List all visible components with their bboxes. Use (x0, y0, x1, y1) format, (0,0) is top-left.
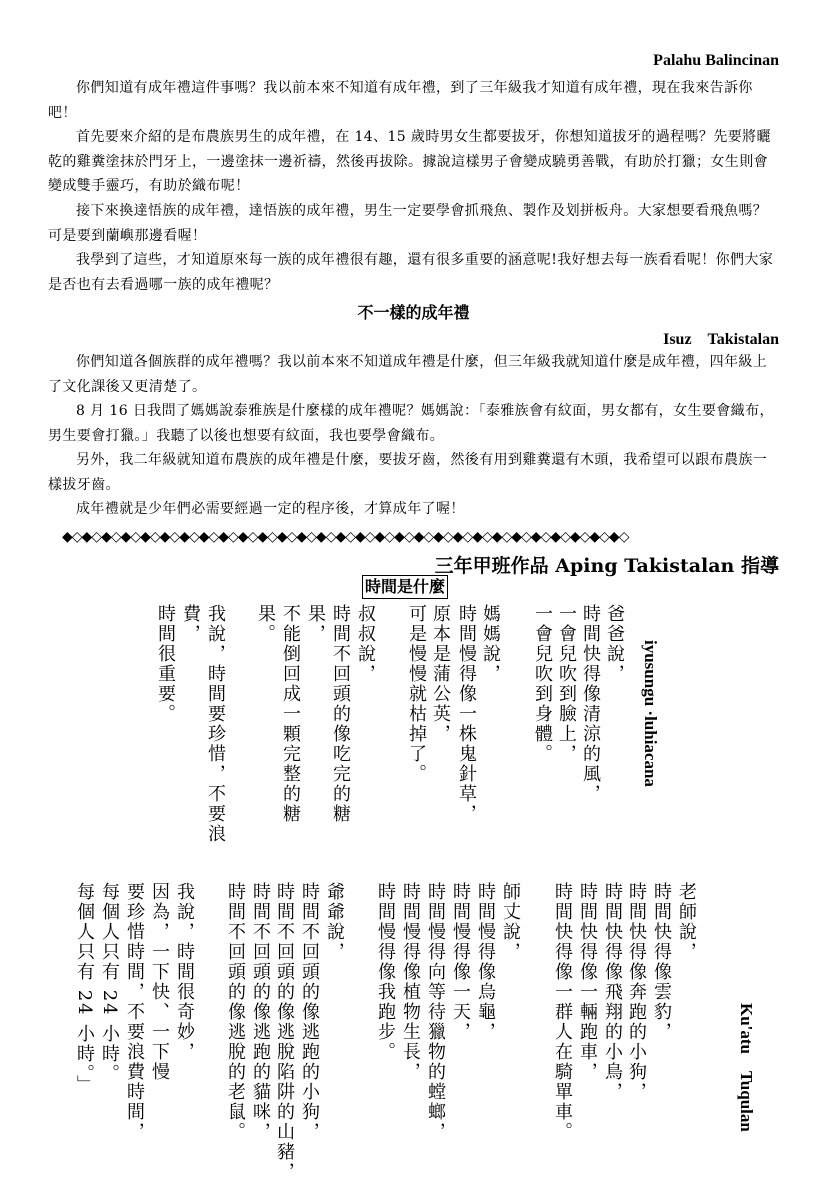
poem2-line: 時間不回頭的像逃跑的小狗， (299, 882, 320, 1142)
article2-paragraph-1: 你們知道各個族群的成年禮嗎？我以前本來不知道成年禮是什麼，但三年級我就知道什麼是成年禮，四年級上了文化課後又更清楚了。 (48, 354, 768, 395)
article1-paragraph-4: 我學到了這些，才知道原來每一族的成年禮很有趣，還有很多重要的涵意呢!我好想去每一族看看呢！你們大家是否也有去看過哪一族的成年禮呢？ (48, 252, 774, 293)
poem1-line: 一會兒吹到身體。 (532, 604, 553, 764)
article1-paragraph-3: 接下來換達悟族的成年禮，達悟族的成年禮，男生一定要學會抓飛魚、製作及划拼板舟。大家想要看飛魚嗎？可是要到蘭嶼那邊看喔！ (48, 203, 768, 244)
poem1-line: 時間快得像清涼的風， (580, 604, 601, 804)
article2-paragraph-2: 8 月 16 日我問了媽媽說泰雅族是什麼樣的成年禮呢？媽媽說：「泰雅族會有紋面，男女都有，女生要會織布，男生要會打獵。」我聽了以後也想要有紋面，我也要學會織布。 (48, 403, 774, 444)
poem1-line: 叔叔說， (355, 604, 376, 684)
poem1-line: 時間很重要。 (155, 604, 176, 724)
poem1-line: 不能倒回成一顆完整的糖 (280, 604, 301, 824)
poem1-line: 媽媽說， (480, 604, 501, 684)
poem2-line: 每個人只有 24 小時。」 (74, 882, 95, 1096)
poem2-line: 時間慢得像我跑步。 (375, 882, 396, 1062)
poem-title: 時間是什麼 (362, 575, 448, 599)
poem2-line: 時間不回頭的像逃跑的貓咪， (250, 882, 271, 1142)
poem2-line: 因為，一下快、一下慢 (149, 882, 170, 1082)
poem1-line: 可是慢慢就枯掉了。 (406, 604, 427, 784)
poem2-line: 時間不回頭的像逃脫的老鼠。 (225, 882, 246, 1142)
poem2-line: 師丈說， (500, 882, 521, 962)
poem2-line: 時間慢得像植物生長， (400, 882, 421, 1082)
poem1-line: 時間不回頭的像吃完的糖 (330, 604, 351, 824)
poem1-author: iyusungu ·luhiacana (641, 640, 660, 787)
poem2-line: 時間快得像一群人在騎單車。 (552, 882, 573, 1142)
poem2-line: 時間不回頭的像逃脫陷阱的山豬， (274, 882, 295, 1182)
poem2-line: 每個人只有 24 小時。 (99, 882, 120, 1085)
poem2-line: 時間快得像飛翔的小鳥， (602, 882, 623, 1102)
poem1-line: 果。 (255, 604, 276, 644)
article1-paragraph-2: 首先要來介紹的是布農族男生的成年禮，在 14、15 歲時男女生都要拔牙，你想知道拔牙的過程嗎？先要將曬乾的雞糞塗抹於門牙上，一邊塗抹一邊祈禱，然後再拔除。據說這樣男子會變成驍勇善戰，有助於打獵；女生則會變成雙手靈巧，有助於織布呢！ (48, 129, 771, 194)
poem1-line: 我說，時間要珍惜，不要浪 (205, 604, 226, 844)
article1-author: Palahu Balincinan (653, 52, 779, 69)
poem2-line: 時間慢得像烏龜， (475, 882, 496, 1042)
poem1-line: 一會兒吹到臉上， (556, 604, 577, 764)
poem2-line: 時間快得像一輛跑車， (577, 882, 598, 1082)
poem2-line: 時間慢得像一天， (450, 882, 471, 1042)
class-credit-line: 三年甲班作品 Aping Takistalan 指導 (434, 555, 779, 577)
poem2-line: 我說，時間很奇妙， (174, 882, 195, 1062)
article2-paragraph-3: 另外，我二年級就知道布農族的成年禮是什麼，要拔牙齒，然後有用到雞糞還有木頭，我希望可以跟布農族一樣拔牙齒。 (48, 452, 768, 493)
article1-paragraph-1: 你們知道有成年禮這件事嗎？我以前本來不知道有成年禮，到了三年級我才知道有成年禮，現在我來告訴你吧！ (48, 80, 753, 121)
poem1-line: 爸爸說， (604, 604, 625, 684)
poem2-line: 時間快得像奔跑的小狗， (626, 882, 647, 1102)
article2-title: 不一樣的成年禮 (357, 303, 470, 322)
article2-author: Isuz Takistalan (663, 331, 779, 348)
poem1-line: 果， (305, 604, 326, 644)
poem1-line: 原本是蒲公英， (430, 604, 451, 744)
poem1-line: 費， (180, 604, 201, 644)
poem2-author: Ku'atu Tuqulan (737, 1003, 756, 1132)
diamond-divider: ◆◇◆◇◆◇◆◇◆◇◆◇◆◇◆◇◆◇◆◇◆◇◆◇◆◇◆◇◆◇◆◇◆◇◆◇◆◇◆◇◆◇◆◇◆◇◆◇◆◇◆◇◆◇◆◇◆◇ (62, 529, 629, 545)
poem2-line: 時間慢得向等待獵物的螳螂， (425, 882, 446, 1142)
poem2-line: 時間快得像雲豹， (651, 882, 672, 1042)
poem2-line: 要珍惜時間，不要浪費時間， (124, 882, 145, 1142)
poem2-line: 爺爺說， (324, 882, 345, 962)
article2-paragraph-4: 成年禮就是少年們必需要經過一定的程序後，才算成年了喔！ (76, 501, 465, 517)
poem1-line: 時間慢得像一株鬼針草， (456, 604, 477, 824)
poem2-line: 老師說， (676, 882, 697, 962)
